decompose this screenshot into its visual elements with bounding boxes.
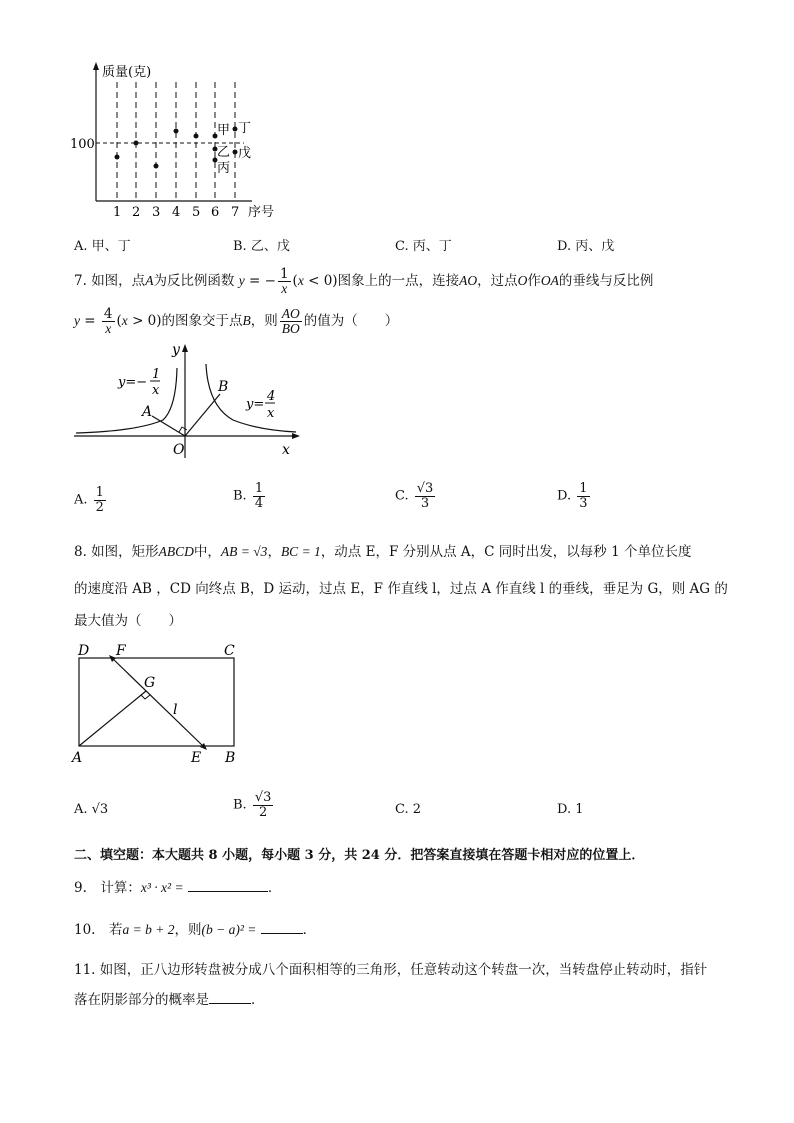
- q7-option-d: D. $\frac{1}{3}$: [557, 481, 588, 511]
- q8-label-l: l: [173, 702, 178, 718]
- q6-point-7a: [233, 127, 238, 132]
- q6-option-d: D. 丙、戊: [557, 239, 615, 254]
- section-2-heading: 二、填空题：本大题共 8 小题，每小题 3 分，共 24 分．把答案直接填在答题卡相对应的位置上．: [74, 848, 645, 863]
- q6-ref-label: 100: [70, 137, 95, 152]
- q6-label-jia: 甲: [217, 123, 231, 138]
- q8-option-a: A. √3: [74, 802, 109, 817]
- q8-figure: [66, 640, 246, 770]
- q10-answer-blank[interactable]: [261, 933, 303, 934]
- q6-tick-3: 3: [152, 205, 161, 220]
- q6-point-7b: [233, 150, 238, 155]
- q6-tick-4: 4: [172, 205, 181, 220]
- q8-label-b: B: [225, 750, 236, 766]
- q7-right-func: y=: [246, 397, 265, 412]
- q6-option-a: A. 甲、丁: [74, 239, 131, 254]
- q6-label-yi: 乙: [217, 145, 231, 160]
- q10-line: 10. 若a = b + 2，则(b − a)² = ．: [74, 922, 317, 938]
- q7-option-b: B. $\frac{1}{4}$: [233, 481, 264, 511]
- q8-label-a: A: [72, 750, 83, 766]
- svg-text:4: 4: [267, 389, 276, 404]
- q6-option-c: C. 丙、丁: [395, 239, 452, 254]
- q6-label-ding: 丁: [238, 121, 252, 136]
- q8-label-g: G: [144, 675, 156, 691]
- svg-text:1: 1: [152, 367, 161, 382]
- q7-line-1: 7. 如图，点A为反比例函数 y = − $\frac{1}{x}$ (x < 0)图象上的一点，连接AO，过点O作OA的垂线与反比例: [74, 265, 654, 296]
- q8-label-c: C: [224, 643, 235, 659]
- q8-option-b: B. $\frac{√3}{2}$: [233, 790, 272, 820]
- q6-y-axis-label: 质量(克): [102, 65, 152, 80]
- q9-answer-blank[interactable]: [188, 891, 268, 892]
- q7-option-a: A. $\frac{1}{2}$: [74, 485, 104, 515]
- q8-option-c: C. 2: [395, 802, 422, 817]
- q6-tick-6: 6: [211, 205, 220, 220]
- q6-label-bing: 丙: [217, 161, 231, 176]
- q7-line-2: y = $\frac{4}{x}$ (x > 0)的图象交于点B，则 $\frac{AO}{BO}$ 的值为（ ）: [74, 305, 399, 336]
- svg-text:x: x: [267, 406, 275, 421]
- q6-point-4: [174, 129, 179, 134]
- q7-label-y: y: [172, 342, 180, 358]
- q7-label-o: O: [173, 442, 185, 458]
- q6-x-axis-label: 序号: [248, 205, 275, 220]
- q8-line-2: 的速度沿 AB ，CD 向终点 B，D 运动，过点 E，F 作直线 l，过点 A 作直线 l 的垂线，垂足为 G，则 AG 的: [74, 581, 728, 597]
- q6-label-wu: 戊: [238, 146, 252, 161]
- q8-option-d: D. 1: [557, 802, 584, 817]
- q7-option-c: C. $\frac{√3}{3}$: [395, 481, 434, 511]
- q7-label-x: x: [282, 442, 290, 458]
- q6-point-3: [154, 164, 159, 169]
- q7-figure: [68, 338, 308, 463]
- q6-point-2: [134, 141, 139, 146]
- q6-point-5: [194, 134, 199, 139]
- q6-tick-1: 1: [113, 205, 122, 220]
- q6-option-b: B. 乙、戊: [233, 239, 290, 254]
- q6-point-1: [115, 155, 120, 160]
- q7-left-func: y=−: [118, 375, 148, 390]
- q11-line-2: 落在阴影部分的概率是 ．: [74, 992, 265, 1008]
- q8-label-d: D: [78, 643, 90, 659]
- q6-tick-7: 7: [231, 205, 240, 220]
- q6-tick-5: 5: [192, 205, 201, 220]
- q8-line-1: 8. 如图，矩形ABCD中，AB = √3，BC = 1，动点 E，F 分别从点 A，C 同时出发，以每秒 1 个单位长度: [74, 544, 692, 560]
- q6-tick-2: 2: [132, 205, 141, 220]
- q11-line-1: 11. 如图，正八边形转盘被分成八个面积相等的三角形，任意转动这个转盘一次，当转盘停止转动时，指针: [74, 962, 708, 978]
- q11-answer-blank[interactable]: [209, 1003, 251, 1004]
- q7-label-a: A: [142, 404, 153, 420]
- q9-line: 9. 计算：x³ · x² = ．: [74, 880, 282, 896]
- q8-line-3: 最大值为（ ）: [74, 613, 182, 629]
- q6-scatter-chart: [60, 58, 290, 228]
- svg-text:x: x: [152, 383, 160, 398]
- q8-label-f: F: [116, 643, 126, 659]
- q7-label-b: B: [218, 379, 229, 395]
- q8-label-e: E: [191, 750, 202, 766]
